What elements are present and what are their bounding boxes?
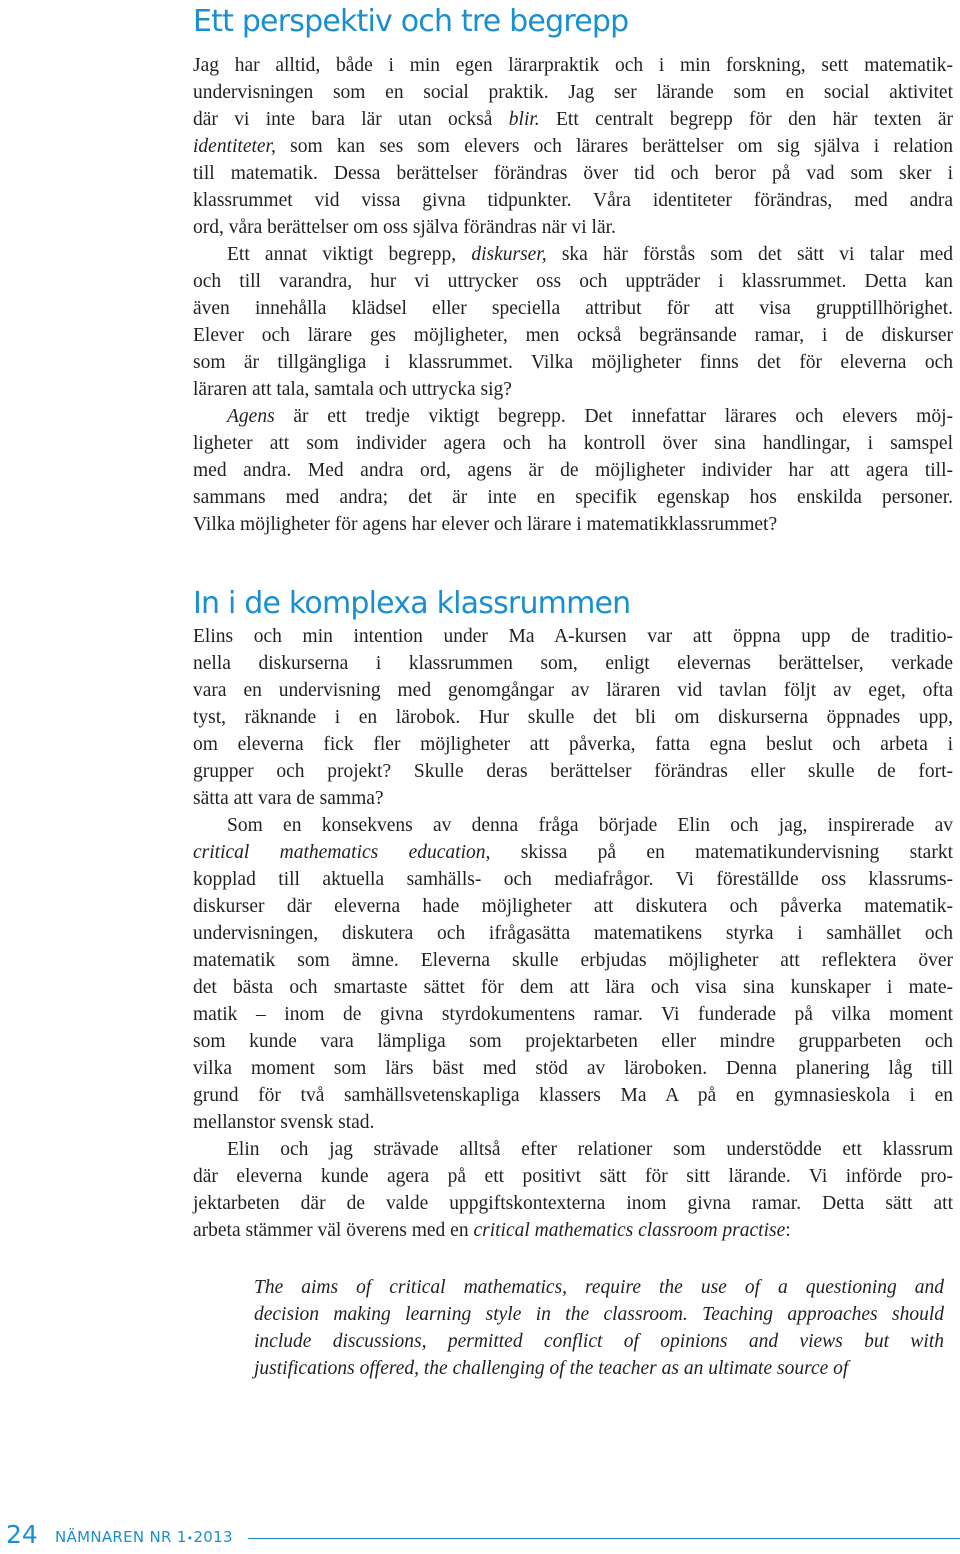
text-span: Elin och jag strävade alltså efter relationer som understödde ett klassrum [227,1139,953,1160]
text-line [193,731,953,758]
text-line [193,322,953,349]
magazine-issue [55,1528,233,1546]
text-span: med andra. Med andra ord, agens är de möjligheter individer har att agera till- [193,460,953,481]
text-line [193,947,953,974]
text-span: matematik som ämne. Eleverna skulle erbjudas möjligheter att reflektera över [193,950,953,971]
text-line [193,133,953,160]
page-number: 24 [6,1520,38,1549]
issue-bullet: • [186,1532,194,1545]
text-line [193,650,953,677]
text-span: kopplad till aktuella samhälls- och mediafrågor. Vi föreställde oss klassrums- [193,869,953,890]
text-span: , skissa på en matematikundervisning starkt [485,842,953,863]
text-span: arbeta stämmer väl överens med en [193,1220,474,1241]
section-heading-klassrummen: In i de komplexa klassrummen [193,586,631,621]
section-body-klassrummen [193,623,953,1244]
text-span: om eleverna fick fler möjligheter att påverka, fatta egna beslut och arbeta i [193,734,953,755]
text-line [193,1217,953,1244]
section-body-perspektiv [193,52,953,538]
text-span: Vilka möjligheter för agens har elever och lärare i matematikklassrummet? [193,514,778,535]
text-line [193,704,953,731]
text-span: sammans med andra; det är inte en specifik egenskap hos enskilda personer. [193,487,953,508]
text-span: sätta att vara de samma? [193,788,384,809]
text-line [193,511,953,538]
text-span: matik – inom de givna styrdokumentens ramar. Vi funderade på vilka moment [193,1004,953,1025]
text-line [193,893,953,920]
text-line [193,920,953,947]
text-span: där eleverna kunde agera på ett positivt sätt för sitt lärande. Vi införde pro- [193,1166,953,1187]
quote-line: decision making learning style in the classroom. Teaching approaches should [254,1304,944,1325]
text-line [193,484,953,511]
text-line [193,812,953,839]
text-span: Jag har alltid, både i min egen lärarpraktik och i min forskning, sett matematik- [193,55,953,76]
text-span: ligheter att som individer agera och ha kontroll över sina handlingar, i samspel [193,433,953,454]
text-line [193,1109,953,1136]
italic-text: identiteter, [193,136,276,157]
text-span: mellanstor svensk stad. [193,1112,375,1133]
text-span: vara en undervisning med genomgångar av läraren vid tavlan följt av eget, ofta [193,680,953,701]
text-line [193,241,953,268]
page-footer [0,1518,960,1554]
italic-text: critical mathematics education [193,842,486,863]
text-line [193,457,953,484]
text-line [193,160,953,187]
text-span: undervisningen som en social praktik. Jag ser lärande som en social aktivitet [193,82,953,103]
text-line [193,79,953,106]
text-line [193,1082,953,1109]
quote-line: include discussions, permitted conflict of opinions and views but with [254,1331,944,1352]
section-heading-perspektiv: Ett perspektiv och tre begrepp [193,4,629,39]
magazine-name: NÄMNAREN [55,1528,145,1546]
text-span: det bästa och smartaste sättet för dem att lära och visa sina kunskaper i mate- [193,977,953,998]
text-line [193,785,953,812]
text-span: undervisningen, diskutera och ifrågasätta matematikens styrka i samhället och [193,923,953,944]
text-span: Elever och lärare ges möjligheter, men också begränsande ramar, i de diskurser [193,325,953,346]
text-span: läraren att tala, samtala och uttrycka sig? [193,379,512,400]
text-line [193,106,953,133]
text-line [193,839,953,866]
text-line [193,1028,953,1055]
text-line [193,187,953,214]
footer-rule [248,1538,960,1539]
text-span: Ett annat viktigt begrepp, [227,244,472,265]
text-span: som kan ses som elevers och lärares berättelser om sig själva i relation [275,136,953,157]
text-line [193,268,953,295]
text-line [193,214,953,241]
issue-number: NR 1 [149,1528,187,1546]
text-span: Elins och min intention under Ma A-kursen var att öppna upp de traditio- [193,626,953,647]
text-span: klassrummet vid vissa givna tidpunkter. Våra identiteter förändras, med andra [193,190,953,211]
quote-line: justifications offered, the challenging of the teacher as an ultimate source of [254,1358,849,1379]
text-span: även innehålla klädsel eller speciella attribut för att visa grupptillhörighet. [193,298,953,319]
text-span: och till varandra, hur vi uttrycker oss och uppträder i klassrummet. Detta kan [193,271,953,292]
issue-year: 2013 [193,1528,233,1546]
text-span: : [785,1220,791,1241]
text-line [193,349,953,376]
text-span: diskurser där eleverna hade möjligheter att diskutera och påverka matematik- [193,896,953,917]
text-line [193,376,953,403]
text-span: ord, våra berättelser om oss själva förändras när vi lär. [193,217,616,238]
text-span: grupper och projekt? Skulle deras berättelser förändras eller skulle de fort- [193,761,953,782]
text-span: nella diskurserna i klassrummen som, enligt elevernas berättelser, verkade [193,653,953,674]
text-line [193,1136,953,1163]
italic-text: Agens [227,406,275,427]
italic-text: diskurser, [471,244,547,265]
text-line [193,430,953,457]
text-span: där vi inte bara lär utan också [193,109,509,130]
text-line [193,1001,953,1028]
text-line [193,403,953,430]
text-line [193,1190,953,1217]
text-span: tyst, räknande i en lärobok. Hur skulle det bli om diskurserna öppnades upp, [193,707,953,728]
quote-line: The aims of critical mathematics, require the use of a questioning and [254,1277,944,1298]
text-span: ska här förstås som det sätt vi talar med [546,244,954,265]
block-quote [254,1274,944,1382]
text-line [193,52,953,79]
text-line [193,758,953,785]
text-line [193,974,953,1001]
text-span: Som en konsekvens av denna fråga började Elin och jag, inspirerade av [227,815,953,836]
text-span: som kunde vara lämpliga som projektarbeten eller mindre grupparbeten och [193,1031,953,1052]
text-line [193,866,953,893]
text-span: till matematik. Dessa berättelser förändras över tid och beror på vad som sker i [193,163,953,184]
text-line [193,1055,953,1082]
text-span: Ett centralt begrepp för den här texten är [539,109,953,130]
text-line [193,295,953,322]
text-span: jektarbeten där de valde uppgiftskontexterna inom givna ramar. Detta sätt att [193,1193,953,1214]
text-span: som är tillgängliga i klassrummet. Vilka möjligheter finns det för eleverna och [193,352,953,373]
italic-text: critical mathematics classroom practise [473,1220,786,1241]
text-line [193,623,953,650]
text-span: vilka moment som lärs bäst med stöd av läroboken. Denna planering låg till [193,1058,953,1079]
text-span: grund för två samhällsvetenskapliga klassers Ma A på en gymnasieskola i en [193,1085,953,1106]
italic-text: blir. [508,109,540,130]
text-span: är ett tredje viktigt begrepp. Det innefattar lärares och elevers möj- [274,406,953,427]
text-line [193,677,953,704]
text-line [193,1163,953,1190]
